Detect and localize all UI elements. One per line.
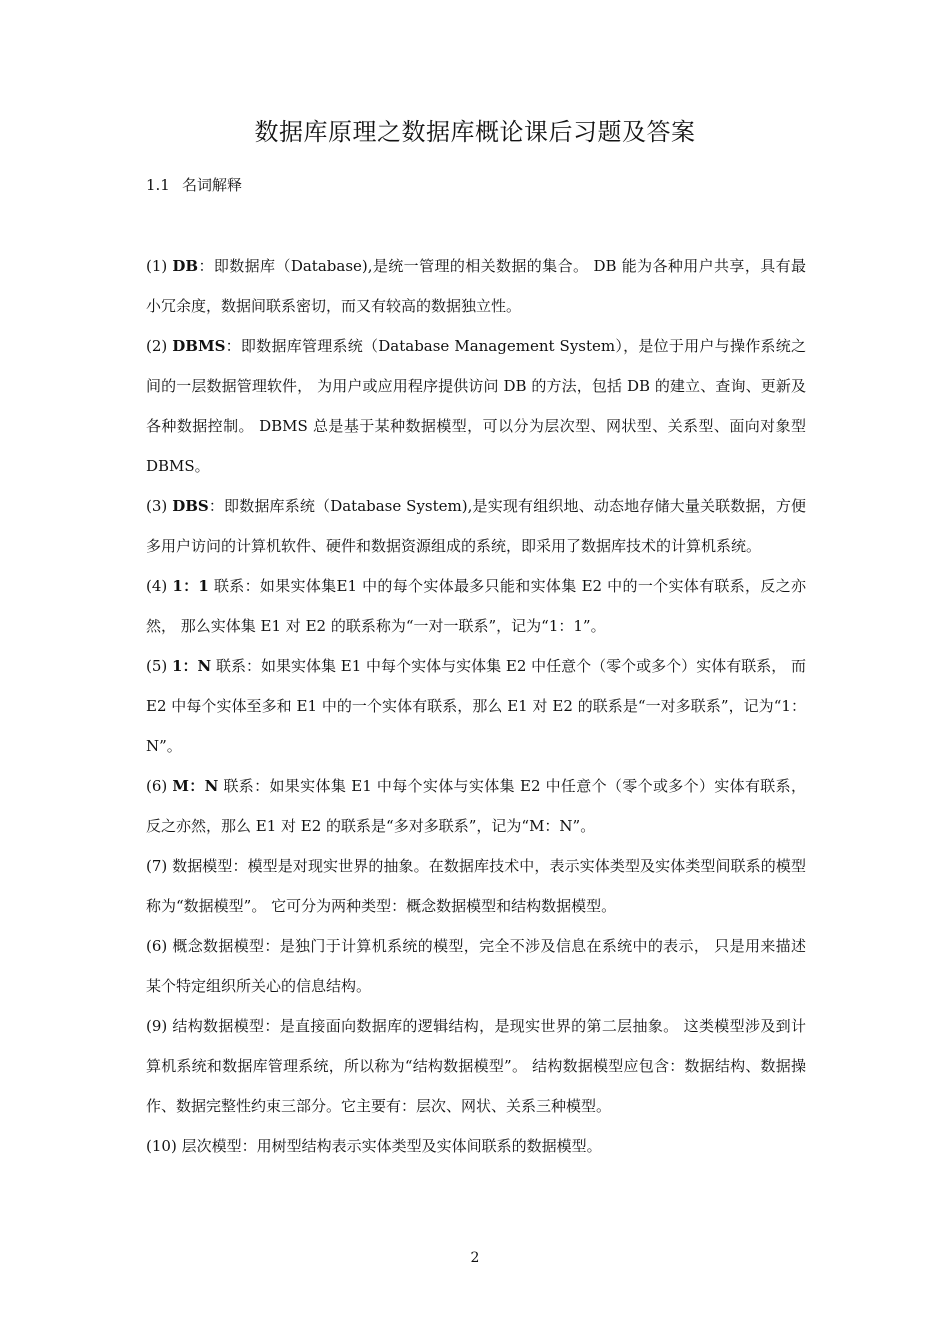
entry-number: (6) — [146, 777, 168, 795]
definition-entry — [146, 566, 806, 646]
entry-number: (7) — [146, 857, 168, 875]
entry-text: 联系：如果实体集E1 中的每个实体最多只能和实体集 E2 中的一个实体有联系，反之亦然， 那么实体集 E1 对 E2 的联系称为“一对一联系”，记为“1：1”。 — [146, 577, 806, 635]
entry-term: 1：1 — [172, 577, 209, 595]
entry-number: (9) — [146, 1017, 168, 1035]
entry-text: 结构数据模型：是直接面向数据库的逻辑结构，是现实世界的第二层抽象。 这类模型涉及到计算机系统和数据库管理系统，所以称为“结构数据模型”。 结构数据模型应包含：数据结构、数据操作、数据完整性约束三部分。它主要有：层次、网状、关系三种模型。 — [146, 1017, 806, 1115]
definitions-list — [146, 246, 806, 1166]
page-title: 数据库原理之数据库概论课后习题及答案 — [254, 118, 696, 146]
entry-text: 层次模型：用树型结构表示实体类型及实体间联系的数据模型。 — [176, 1137, 602, 1155]
definition-entry — [146, 846, 806, 926]
entry-number: (6) — [146, 937, 168, 955]
page-number: 2 — [470, 1250, 480, 1266]
entry-term: 1：N — [172, 657, 212, 675]
entry-number: (10) — [146, 1137, 177, 1155]
entry-term: DBMS — [172, 337, 226, 355]
section-number: 1.1 — [146, 176, 170, 194]
entry-term: M：N — [172, 777, 219, 795]
definition-entry — [146, 646, 806, 766]
entry-text: 概念数据模型：是独门于计算机系统的模型，完全不涉及信息在系统中的表示， 只是用来描述某个特定组织所关心的信息结构。 — [146, 937, 806, 995]
entry-term: DB — [172, 257, 199, 275]
entry-text: ：即数据库（Database),是统一管理的相关数据的集合。 DB 能为各种用户共享，具有最小冗余度，数据间联系密切，而又有较高的数据独立性。 — [146, 257, 806, 315]
definition-entry — [146, 486, 806, 566]
section-label: 名词解释 — [182, 176, 243, 194]
definition-entry — [146, 246, 806, 326]
entry-number: (1) — [146, 257, 168, 275]
entry-text: 联系：如果实体集 E1 中每个实体与实体集 E2 中任意个（零个或多个）实体有联系， 而 E2 中每个实体至多和 E1 中的一个实体有联系，那么 E1 对 E2 的联系是“一对多联系”，记为“1：N”。 — [146, 657, 806, 755]
entry-term: DBS — [172, 497, 209, 515]
definition-entry — [146, 766, 806, 846]
entry-number: (3) — [146, 497, 168, 515]
entry-number: (5) — [146, 657, 168, 675]
entry-text: ：即数据库管理系统（Database Management System），是位于用户与操作系统之间的一层数据管理软件， 为用户或应用程序提供访问 DB 的方法，包括 DB 的建立、查询、更新及各种数据控制。 DBMS 总是基于某种数据模型，可以分为层次型、网状型、关系型、面向对象型 DBMS。 — [146, 337, 806, 475]
definition-entry — [146, 926, 806, 1006]
definition-entry — [146, 326, 806, 486]
entry-text: 联系：如果实体集 E1 中每个实体与实体集 E2 中任意个（零个或多个）实体有联系， 反之亦然，那么 E1 对 E2 的联系是“多对多联系”，记为“M：N”。 — [146, 777, 806, 835]
entry-text: ：即数据库系统（Database System),是实现有组织地、动态地存储大量关联数据，方便多用户访问的计算机软件、硬件和数据资源组成的系统，即采用了数据库技术的计算机系统。 — [146, 497, 806, 555]
section-heading — [146, 174, 242, 195]
entry-number: (4) — [146, 577, 168, 595]
entry-text: 数据模型：模型是对现实世界的抽象。在数据库技术中，表示实体类型及实体类型间联系的模型称为“数据模型”。 它可分为两种类型：概念数据模型和结构数据模型。 — [146, 857, 806, 915]
definition-entry — [146, 1006, 806, 1126]
definition-entry — [146, 1126, 806, 1166]
entry-number: (2) — [146, 337, 168, 355]
